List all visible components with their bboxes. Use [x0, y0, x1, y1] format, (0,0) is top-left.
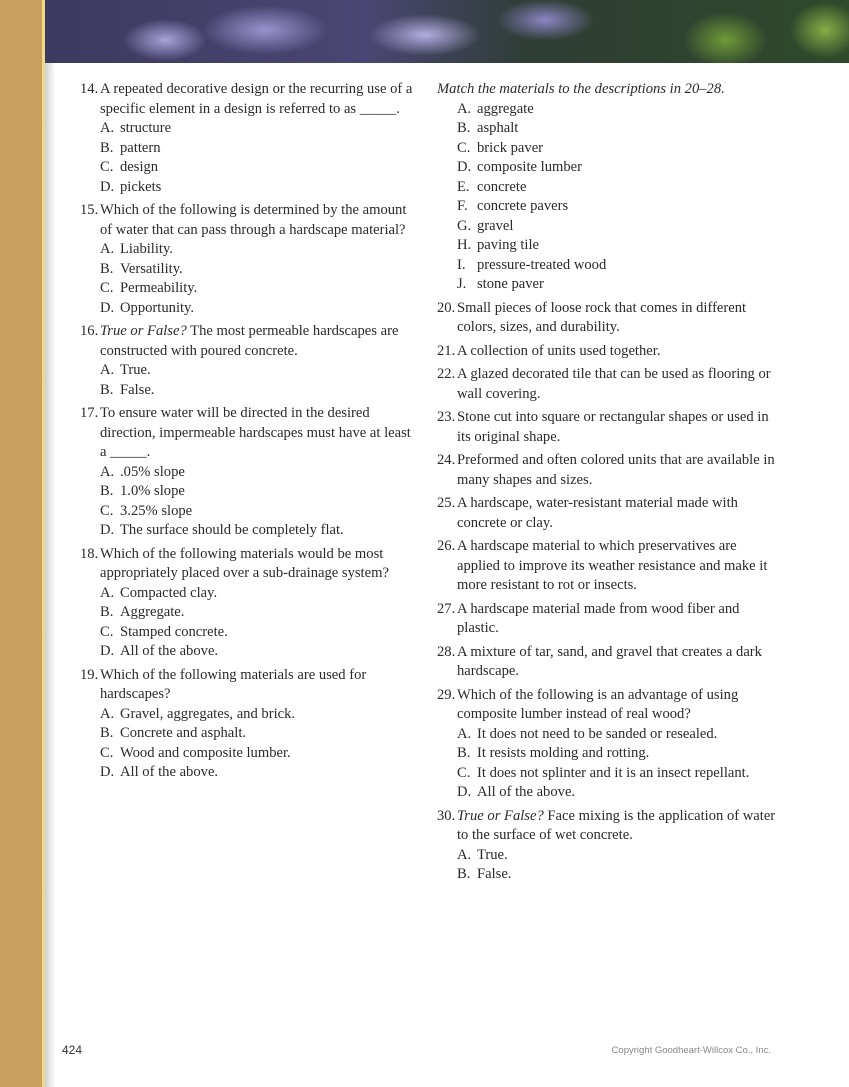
question-text: Which of the following is determined by the amount of water that can pass through a hardscape material?: [100, 202, 407, 238]
answer-option: [80, 705, 420, 725]
answer-option: [80, 521, 420, 541]
answer-option: [80, 240, 420, 260]
option-letter: G.: [457, 217, 472, 234]
option-letter: B.: [100, 604, 114, 620]
question-item: [437, 537, 777, 596]
option-text: brick paver: [477, 139, 544, 156]
question-number: 26.: [437, 538, 456, 554]
option-letter: B.: [457, 745, 471, 761]
option-text: True.: [477, 846, 508, 863]
question-item: [437, 299, 777, 338]
question-text: A repeated decorative design or the recurring use of a specific element in a design is referred to as _____.: [100, 81, 413, 117]
answer-option: [437, 256, 777, 276]
question-item: [437, 365, 777, 404]
question-number: 27.: [437, 600, 456, 617]
page-gutter-shadow: [45, 0, 55, 1087]
question-text-line: [437, 342, 777, 362]
answer-option: [80, 603, 420, 623]
question-text-line: [80, 80, 420, 119]
option-text: It does not need to be sanded or resealed.: [477, 725, 718, 742]
answer-option: [80, 119, 420, 139]
question-text: A hardscape material to which preservatives are applied to improve its weather resistance and make it more resistant to rot or insects.: [457, 538, 768, 593]
question-text: Which of the following materials are used for hardscapes?: [100, 666, 367, 702]
question-item: [437, 494, 777, 533]
question-number: 19.: [80, 666, 99, 683]
question-number: 14.: [80, 81, 99, 97]
page-number: 424: [62, 1043, 83, 1057]
option-text: composite lumber: [477, 159, 582, 175]
question-text: A mixture of tar, sand, and gravel that creates a dark hardscape.: [457, 643, 762, 679]
option-text: False.: [477, 866, 512, 882]
option-text: gravel: [477, 217, 514, 234]
question-text-line: [437, 600, 777, 639]
option-letter: D.: [100, 764, 115, 780]
option-letter: B.: [100, 483, 114, 499]
question-text-line: [80, 404, 420, 463]
question-text-line: [437, 643, 777, 682]
question-number: 29.: [437, 686, 456, 703]
question-item: [437, 807, 777, 885]
option-letter: B.: [457, 866, 471, 882]
option-letter: D.: [457, 159, 472, 175]
option-text: True.: [120, 362, 151, 378]
option-text: design: [120, 159, 159, 175]
answer-option: [80, 763, 420, 783]
option-letter: B.: [100, 725, 114, 741]
option-text: All of the above.: [477, 784, 576, 800]
question-item: [80, 201, 420, 318]
answer-option: [437, 119, 777, 139]
answer-option: [80, 260, 420, 280]
option-text: structure: [120, 120, 172, 136]
option-text: pickets: [120, 178, 162, 195]
answer-option: [437, 725, 777, 745]
answer-option: [437, 197, 777, 217]
question-item: [80, 666, 420, 783]
question-item: [80, 322, 420, 400]
option-text: All of the above.: [120, 643, 219, 659]
option-text: Gravel, aggregates, and brick.: [120, 705, 296, 722]
option-text: False.: [120, 381, 155, 398]
question-text: Face mixing is the application of water to the surface of wet concrete.: [457, 807, 776, 843]
question-number: 22.: [437, 366, 456, 382]
option-letter: B.: [457, 120, 471, 136]
answer-option: [437, 744, 777, 764]
question-number: 17.: [80, 405, 99, 421]
question-text-line: [80, 201, 420, 240]
question-text: Preformed and often colored units that are available in many shapes and sizes.: [457, 452, 775, 488]
question-text: The most permeable hardscapes are constructed with poured concrete.: [100, 323, 399, 359]
question-item: [80, 545, 420, 662]
question-text-line: [80, 322, 420, 361]
question-text-line: [80, 545, 420, 584]
question-number: 25.: [437, 495, 456, 511]
question-text: Stone cut into square or rectangular shapes or used in its original shape.: [457, 409, 769, 445]
option-text: paving tile: [477, 237, 540, 253]
right-column: [437, 80, 777, 889]
answer-option: [80, 463, 420, 483]
option-text: The surface should be completely flat.: [120, 522, 344, 538]
question-number: 16.: [80, 323, 99, 339]
question-text: A hardscape material made from wood fiber and plastic.: [457, 600, 740, 636]
materials-list: [437, 100, 777, 295]
question-item: [437, 408, 777, 447]
option-text: It does not splinter and it is an insect repellant.: [477, 764, 750, 781]
answer-option: [437, 139, 777, 159]
option-letter: D.: [100, 643, 115, 659]
option-text: .05% slope: [120, 463, 185, 480]
option-letter: J.: [457, 276, 467, 292]
question-number: 18.: [80, 545, 99, 562]
left-column: [80, 80, 420, 787]
option-letter: D.: [100, 299, 115, 316]
question-text: A hardscape, water-resistant material made with concrete or clay.: [457, 495, 738, 531]
question-number: 28.: [437, 643, 456, 660]
answer-option: [437, 178, 777, 198]
option-letter: C.: [100, 623, 114, 640]
question-text-line: [437, 299, 777, 338]
option-letter: A.: [100, 705, 115, 722]
option-text: It resists molding and rotting.: [477, 745, 650, 761]
option-text: All of the above.: [120, 764, 219, 780]
option-text: Versatility.: [120, 260, 183, 277]
answer-option: [80, 744, 420, 764]
option-text: Liability.: [120, 241, 173, 257]
answer-option: [80, 381, 420, 401]
option-text: concrete pavers: [477, 198, 569, 214]
option-text: Permeability.: [120, 280, 198, 296]
option-letter: C.: [457, 139, 471, 156]
question-number: 30.: [437, 807, 456, 824]
option-text: Opportunity.: [120, 299, 195, 316]
question-text: To ensure water will be directed in the desired direction, impermeable hardscapes must have at least a _____.: [100, 405, 411, 460]
option-text: Compacted clay.: [120, 584, 218, 601]
answer-option: [437, 217, 777, 237]
question-item: [437, 451, 777, 490]
question-text-line: [437, 686, 777, 725]
option-text: Stamped concrete.: [120, 623, 228, 640]
option-letter: A.: [100, 463, 115, 480]
option-letter: A.: [457, 846, 472, 863]
answer-option: [80, 724, 420, 744]
question-text-line: [80, 666, 420, 705]
question-text-line: [437, 537, 777, 596]
question-text-line: [437, 451, 777, 490]
question-number: 15.: [80, 202, 99, 218]
question-text: Which of the following is an advantage of using composite lumber instead of real wood?: [457, 686, 739, 722]
option-letter: B.: [100, 260, 114, 277]
option-letter: A.: [457, 100, 472, 117]
option-text: concrete: [477, 178, 527, 195]
option-letter: H.: [457, 237, 472, 253]
answer-option: [437, 865, 777, 885]
answer-option: [437, 100, 777, 120]
question-text-line: [437, 408, 777, 447]
answer-option: [437, 846, 777, 866]
answer-option: [80, 299, 420, 319]
question-number: 20.: [437, 299, 456, 316]
option-letter: B.: [100, 139, 114, 156]
option-text: pattern: [120, 139, 161, 156]
option-letter: C.: [100, 280, 114, 296]
option-text: stone paver: [477, 276, 544, 292]
question-item: [80, 404, 420, 541]
answer-option: [80, 139, 420, 159]
option-letter: A.: [100, 241, 115, 257]
question-item: [437, 686, 777, 803]
question-text: Small pieces of loose rock that comes in different colors, sizes, and durability.: [457, 299, 747, 335]
option-text: pressure-treated wood: [477, 256, 607, 273]
header-photo-banner: [45, 0, 849, 63]
copyright-notice: Copyright Goodheart-Willcox Co., Inc.: [611, 1045, 771, 1056]
option-letter: C.: [100, 744, 114, 761]
answer-option: [80, 584, 420, 604]
question-number: 24.: [437, 452, 456, 468]
option-text: asphalt: [477, 120, 519, 136]
option-text: 3.25% slope: [120, 502, 193, 519]
true-false-label: True or False?: [100, 323, 187, 339]
page-edge-strip: [0, 0, 42, 1087]
question-item: [80, 80, 420, 197]
answer-option: [80, 482, 420, 502]
option-text: 1.0% slope: [120, 483, 185, 499]
question-text-line: [437, 365, 777, 404]
question-text-line: [437, 807, 777, 846]
option-letter: A.: [100, 120, 115, 136]
question-item: [437, 600, 777, 639]
answer-option: [437, 236, 777, 256]
answer-option: [80, 158, 420, 178]
question-text: A collection of units used together.: [457, 342, 661, 359]
answer-option: [80, 642, 420, 662]
true-false-label: True or False?: [457, 807, 544, 824]
right-questions: [437, 299, 777, 885]
option-text: aggregate: [477, 100, 534, 117]
answer-option: [437, 764, 777, 784]
option-text: Concrete and asphalt.: [120, 725, 247, 741]
option-letter: E.: [457, 178, 470, 195]
question-text: A glazed decorated tile that can be used as flooring or wall covering.: [457, 366, 771, 402]
question-text: Which of the following materials would be most appropriately placed over a sub-drainage system?: [100, 545, 389, 581]
option-letter: A.: [457, 725, 472, 742]
option-letter: A.: [100, 584, 115, 601]
option-letter: C.: [100, 502, 114, 519]
option-letter: D.: [457, 784, 472, 800]
question-number: 21.: [437, 342, 456, 359]
answer-option: [80, 279, 420, 299]
option-letter: I.: [457, 256, 466, 273]
answer-option: [80, 178, 420, 198]
option-letter: C.: [100, 159, 114, 175]
answer-option: [437, 783, 777, 803]
answer-option: [437, 275, 777, 295]
question-text-line: [437, 494, 777, 533]
question-item: [437, 643, 777, 682]
answer-option: [80, 361, 420, 381]
answer-option: [80, 502, 420, 522]
question-item: [437, 342, 777, 362]
option-letter: D.: [100, 522, 115, 538]
option-letter: A.: [100, 362, 115, 378]
answer-option: [80, 623, 420, 643]
option-letter: C.: [457, 764, 471, 781]
question-number: 23.: [437, 409, 456, 425]
match-instructions: Match the materials to the descriptions in 20–28.: [437, 81, 725, 97]
answer-option: [437, 158, 777, 178]
option-letter: D.: [100, 178, 115, 195]
option-letter: B.: [100, 381, 114, 398]
option-text: Aggregate.: [120, 604, 185, 620]
option-text: Wood and composite lumber.: [120, 744, 291, 761]
option-letter: F.: [457, 198, 468, 214]
